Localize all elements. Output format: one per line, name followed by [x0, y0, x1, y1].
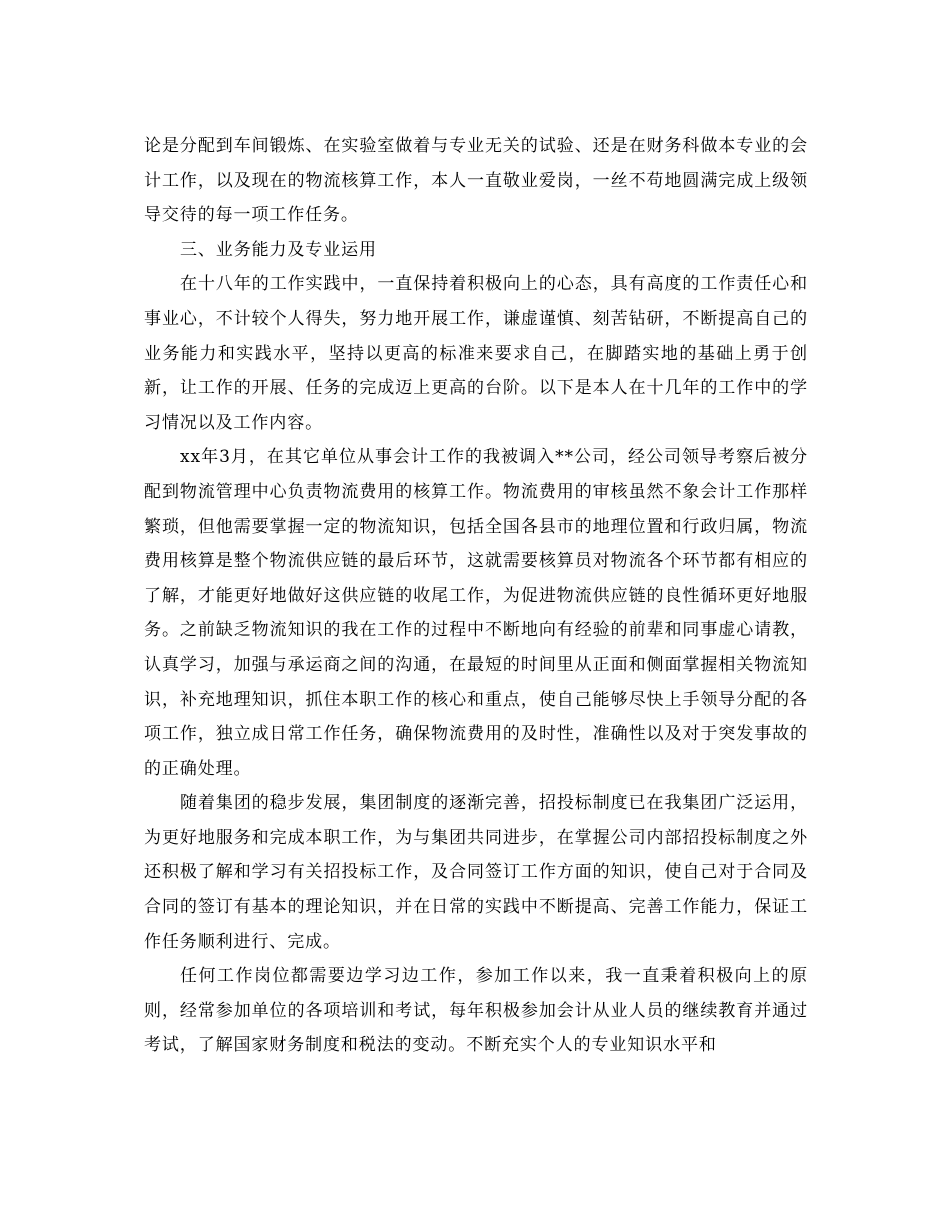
paragraph-continuation: 论是分配到车间锻炼、在实验室做着与专业无关的试验、还是在财务科做本专业的会计工作，以及现在的物流核算工作，本人一直敬业爱岗，一丝不苟地圆满完成上级领导交待的每一项工作任务。 — [144, 136, 808, 226]
document-body — [144, 129, 808, 1063]
paragraph-bidding-system: 随着集团的稳步发展，集团制度的逐渐完善，招投标制度已在我集团广泛运用，为更好地服务和完成本职工作，为与集团共同进步，在掌握公司内部招投标制度之外还积极了解和学习有关招投标工作，及合同签订工作方面的知识，使自己对于合同及合同的签订有基本的理论知识，并在日常的实践中不断提高、完善工作能力，保证工作任务顺利进行、完成。 — [144, 793, 808, 952]
section-heading-business-ability: 三、业务能力及专业运用 — [180, 239, 377, 260]
paragraph-logistics-accounting: xx年3月，在其它单位从事会计工作的我被调入**公司，经公司领导考察后被分配到物流管理中心负责物流费用的核算工作。物流费用的审核虽然不象会计工作那样繁琐，但他需要掌握一定的物流知识，包括全国各县市的地理位置和行政归属，物流费用核算是整个物流供应链的最后环节，这就需要核算员对物流各个环节都有相应的了解，才能更好地做好这供应链的收尾工作，为促进物流供应链的良性循环更好地服务。之前缺乏物流知识的我在工作的过程中不断地向有经验的前辈和同事虚心请教，认真学习，加强与承运商之间的沟通，在最短的时间里从正面和侧面掌握相关物流知识，补充地理知识，抓住本职工作的核心和重点，使自己能够尽快上手领导分配的各项工作，独立成日常工作任务，确保物流费用的及时性，准确性以及对于突发事故的的正确处理。 — [144, 447, 808, 779]
paragraph-continuous-learning: 任何工作岗位都需要边学习边工作，参加工作以来，我一直秉着积极向上的原则，经常参加单位的各项培训和考试，每年积极参加会计从业人员的继续教育并通过考试，了解国家财务制度和税法的变动。不断充实个人的专业知识水平和 — [144, 966, 808, 1056]
paragraph-work-practice: 在十八年的工作实践中，一直保持着积极向上的心态，具有高度的工作责任心和事业心，不计较个人得失，努力地开展工作，谦虚谨慎、刻苦钻研，不断提高自己的业务能力和实践水平，坚持以更高的标准来要求自己，在脚踏实地的基础上勇于创新，让工作的开展、任务的完成迈上更高的台阶。以下是本人在十几年的工作中的学习情况以及工作内容。 — [144, 274, 808, 433]
